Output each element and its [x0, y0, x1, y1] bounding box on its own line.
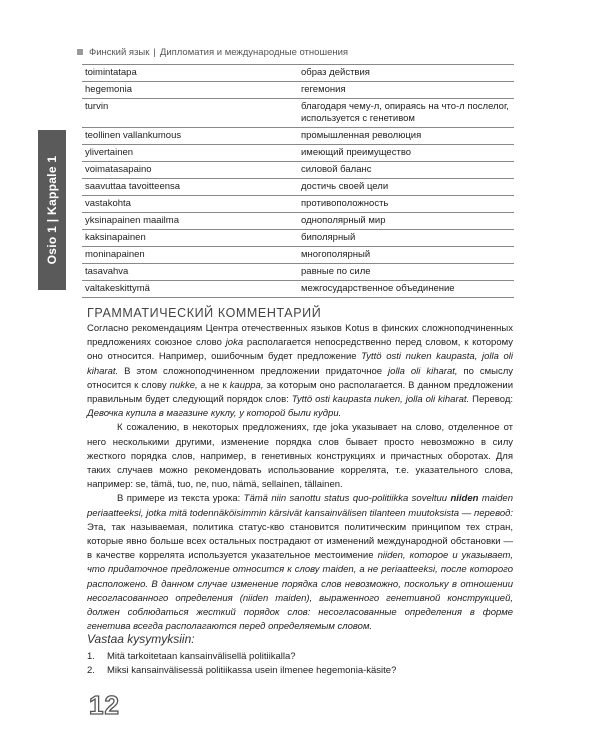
grammar-paragraph-1: Согласно рекомендациям Центра отечественных языков Kotus в финских сложноподчиненных предложениях союзное слово joka располагается непосредственно перед словом, к которому оно относится. Например, ошибочным будет предложение Tyttö osti nuken kaupasta, jolla oli kiharat. В этом сложноподчиненном предложении придаточное jolla oli kiharat, по смыслу относится к слову nukke, а не к kauppa, за которым оно располагается. В данном предложении правильным будет следующий порядок слов: Tyttö osti kaupasta nuken, jolla oli kiharat. Перевод: Девочка купила в магазине куклу, у которой были кудри. [87, 323, 514, 420]
side-tab-label: Osio 1 | Kappale 1 [45, 155, 59, 265]
vocab-row [82, 281, 514, 298]
question-number: 2. [87, 665, 95, 676]
question-item [87, 650, 517, 664]
header-title: Дипломатия и международные отношения [159, 46, 349, 58]
vocab-finnish-term: moninapainen [82, 247, 298, 264]
questions-list [87, 650, 517, 678]
header-subject: Финский язык [89, 46, 150, 58]
vocab-russian-translation: силовой баланс [298, 162, 514, 179]
vocab-russian-translation: гегемония [298, 82, 514, 99]
vocab-finnish-term: teollinen vallankumous [82, 128, 298, 145]
header-square-icon [77, 49, 83, 55]
vocab-russian-translation: биполярный [298, 230, 514, 247]
vocab-finnish-term: hegemonia [82, 82, 298, 99]
vocab-russian-translation: однополярный мир [298, 213, 514, 230]
vocab-finnish-term: kaksinapainen [82, 230, 298, 247]
question-text: Miksi kansainvälisessä politiikassa usein ilmenee hegemonia-käsite? [107, 665, 397, 676]
vocab-row [82, 162, 514, 179]
vocab-finnish-term: ylivertainen [82, 145, 298, 162]
grammar-paragraph-3: В примере из текста урока: Tämä niin sanottu status quo-politiikka soveltuu niiden maiden periaatteeksi, jotka mitä todennäköisimmin kärsivät kansainvälisen tilanteen muutoksista — перевод: Эта, так называемая, политика статус-кво становится политическим принципом тех стран, которые явно больше всех остальных пострадают от изменений международной обстановки — в качестве коррелята используется указательное местоимение niiden, которое и указывает, что придаточное предложение относится к слову maiden, а не periaatteeksi, после которого расположено. В данном случае изменение порядка слов невозможно, поскольку в отношении несогласованного определения (niiden maiden), выраженного генетивной конструкцией, должен соблюдаться жесткий порядок слов: несогласованные определения в форме генетива всегда располагаются перед определяемым словом. [87, 493, 513, 633]
grammar-paragraph-2: К сожалению, в некоторых предложениях, где joka указывает на слово, отделенное от него несколькими другими, изменение порядка слов бывает просто невозможно в силу жесткого порядка слов, например, в генетивных конструкциях и причастных оборотах. Для таких случаев можно рекомендовать использование коррелята, т.е. указательного слова, например: se, tämä, tuo, ne, nuo, nämä, sellainen, tällainen. [87, 422, 513, 491]
vocab-russian-translation: образ действия [298, 65, 514, 82]
vocab-finnish-term: toimintatapa [82, 65, 298, 82]
vocab-row [82, 213, 514, 230]
vocab-russian-translation: межгосударственное объединение [298, 281, 514, 298]
question-text: Mitä tarkoitetaan kansainvälisellä politiikalla? [107, 651, 296, 662]
vocab-row [82, 196, 514, 213]
vocab-russian-translation: многополярный [298, 247, 514, 264]
vocab-row [82, 179, 514, 196]
page-number: 12 [89, 690, 120, 720]
vocab-russian-translation: равные по силе [298, 264, 514, 281]
vocab-finnish-term: saavuttaa tavoitteensa [82, 179, 298, 196]
running-header [77, 44, 580, 60]
vocab-row [82, 247, 514, 264]
grammar-commentary [87, 322, 513, 634]
vocab-russian-translation: достичь своей цели [298, 179, 514, 196]
vocab-row [82, 145, 514, 162]
vocab-finnish-term: vastakohta [82, 196, 298, 213]
vocab-russian-translation: противоположность [298, 196, 514, 213]
grammar-section-title: ГРАММАТИЧЕСКИЙ КОММЕНТАРИЙ [87, 306, 322, 320]
vocab-finnish-term: turvin [82, 99, 298, 128]
question-number: 1. [87, 651, 95, 662]
questions-title: Vastaa kysymyksiin: [87, 632, 195, 646]
header-separator: | [153, 46, 156, 58]
section-side-tab [38, 130, 66, 290]
question-item [87, 664, 517, 678]
vocab-row [82, 128, 514, 145]
vocab-row [82, 99, 514, 128]
vocab-row [82, 264, 514, 281]
vocab-row [82, 82, 514, 99]
vocab-finnish-term: valtakeskittymä [82, 281, 298, 298]
vocab-russian-translation: имеющий преимущество [298, 145, 514, 162]
vocab-russian-translation: промышленная революция [298, 128, 514, 145]
vocabulary-table [82, 64, 514, 298]
vocab-russian-translation: благодаря чему-л, опираясь на что-л послелог, используется с генетивом [298, 99, 514, 128]
vocab-row [82, 230, 514, 247]
vocab-finnish-term: tasavahva [82, 264, 298, 281]
vocab-finnish-term: voimatasapaino [82, 162, 298, 179]
vocab-finnish-term: yksinapainen maailma [82, 213, 298, 230]
vocab-row [82, 65, 514, 82]
